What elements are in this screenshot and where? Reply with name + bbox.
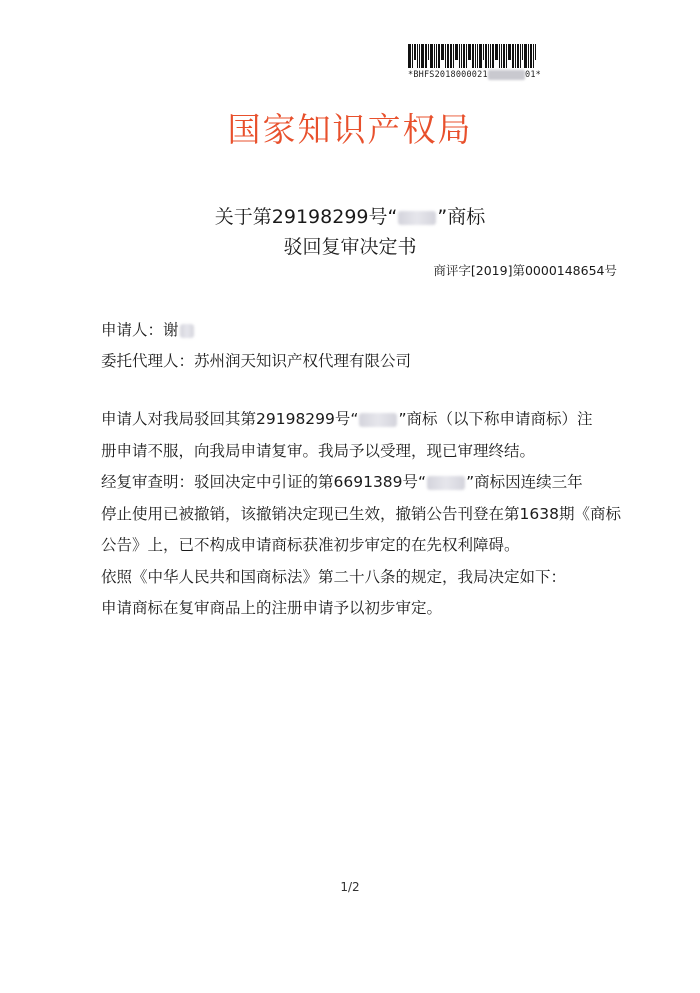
barcode-bar	[414, 44, 416, 60]
barcode-bars	[408, 44, 588, 68]
barcode-bar	[475, 44, 476, 68]
barcode-bar	[520, 44, 521, 68]
barcode-bar	[522, 44, 523, 60]
barcode-bar	[468, 44, 471, 60]
paragraph-2-line-2: 停止使用已被撤销，该撤销决定现已生效，撤销公告刊登在第1638期《商标	[101, 504, 621, 523]
barcode-bar	[515, 44, 516, 68]
barcode-bar	[533, 44, 534, 68]
barcode-bar	[445, 44, 446, 68]
paragraph-1-line-1: 申请人对我局驳回其第29198299号“ ”商标（以下称申请商标）注	[101, 410, 593, 428]
barcode-bar	[428, 44, 429, 60]
document-title-line2: 驳回复审决定书	[283, 236, 417, 258]
barcode-bar	[517, 44, 519, 68]
barcode-bar	[508, 44, 511, 60]
barcode-bar	[530, 44, 532, 68]
barcode-bar	[535, 44, 536, 60]
barcode-bar	[417, 44, 418, 68]
barcode-bar	[490, 44, 491, 68]
paragraph-3: 依照《中华人民共和国商标法》第二十八条的规定，我局决定如下：	[101, 567, 567, 586]
barcode-bar	[461, 44, 462, 68]
barcode	[408, 44, 588, 80]
barcode-bar	[501, 44, 502, 68]
page-number: 1/2	[340, 880, 360, 894]
barcode-bar	[436, 44, 437, 68]
barcode-bar	[455, 44, 458, 60]
barcode-bar	[453, 44, 454, 68]
barcode-bar	[450, 44, 452, 68]
barcode-bar	[441, 44, 444, 60]
barcode-bar	[499, 44, 500, 68]
barcode-bar	[477, 44, 478, 68]
barcode-bar	[425, 44, 427, 68]
barcode-bar	[506, 44, 507, 68]
barcode-bar	[528, 44, 529, 68]
barcode-bar	[434, 44, 435, 68]
barcode-bar	[492, 44, 494, 68]
barcode-bar	[479, 44, 482, 68]
barcode-bar	[430, 44, 433, 68]
office-title: 国家知识产权局	[227, 110, 473, 149]
redacted-mark	[398, 211, 436, 225]
paragraph-1-line-2: 册申请不服，向我局申请复审。我局予以受理，现已审理终结。	[101, 441, 536, 460]
applicant-line: 申请人：谢	[101, 318, 195, 340]
barcode-text: *BHFS2018000021 01*	[408, 70, 541, 80]
paragraph-2-line-3: 公告》上，已不构成申请商标获准初步审定的在先权利障碍。	[101, 536, 520, 554]
document-number: 商评字[2019]第0000148654号	[433, 263, 617, 278]
redacted-name	[180, 324, 194, 338]
agent-line: 委托代理人：苏州润天知识产权代理有限公司	[101, 352, 412, 370]
paragraph-2-line-1: 经复审查明：驳回决定中引证的第6691389号“ ”商标因连续三年	[101, 473, 583, 491]
barcode-bar	[447, 44, 449, 68]
barcode-bar	[472, 44, 474, 68]
barcode-bar	[412, 44, 413, 68]
barcode-bar	[488, 44, 489, 68]
barcode-bar	[463, 44, 465, 68]
body-text	[101, 404, 636, 625]
paragraph-4: 申请商标在复审商品上的注册申请予以初步审定。	[101, 599, 443, 617]
barcode-bar	[421, 44, 424, 68]
barcode-bar	[408, 44, 411, 68]
barcode-bar	[495, 44, 498, 60]
redacted-mark	[359, 413, 397, 427]
barcode-bar	[466, 44, 467, 68]
barcode-bar	[503, 44, 505, 68]
barcode-bar	[438, 44, 440, 68]
redacted-mark	[427, 476, 465, 490]
barcode-bar	[459, 44, 460, 68]
barcode-bar	[419, 44, 420, 68]
barcode-bar	[483, 44, 484, 60]
document-title-line1: 关于第29198299号“ ”商标	[214, 206, 486, 228]
barcode-bar	[512, 44, 514, 68]
barcode-bar	[485, 44, 487, 68]
barcode-bar	[524, 44, 527, 68]
